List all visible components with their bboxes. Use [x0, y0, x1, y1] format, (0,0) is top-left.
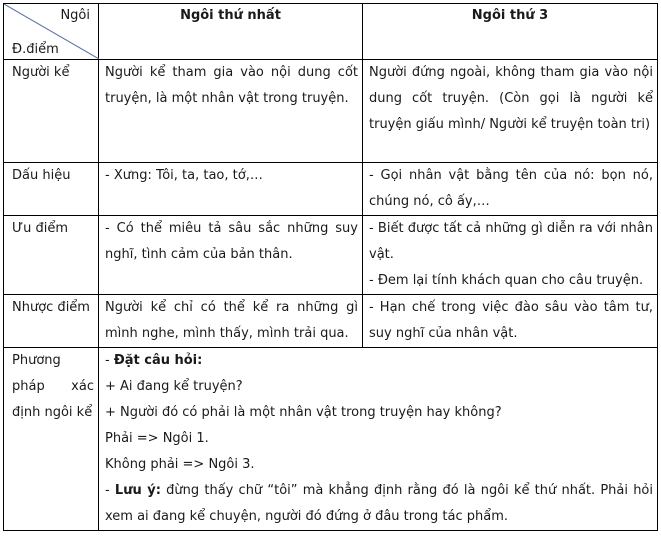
table-row [4, 295, 658, 348]
note [105, 478, 653, 530]
column-header-third-person: Ngôi thứ 3 [363, 4, 658, 60]
row-label: Ưu điểm [4, 216, 99, 295]
corner-header-cell [4, 4, 99, 60]
answer-no: Không phải => Ngôi 3. [105, 457, 255, 472]
method-content-cell [99, 348, 658, 531]
third-person-cell [363, 216, 658, 295]
note-text: đừng thấy chữ “tôi” mà khẳng định rằng đó là ngôi kể thứ nhất. Phải hỏi xem ai đang kể chuyện, người đó đứng ở đâu trong tác phẩm. [105, 483, 653, 524]
column-header-first-person: Ngôi thứ nhất [99, 4, 363, 60]
note-prefix: - [105, 483, 115, 498]
third-person-cell: - Gọi nhân vật bằng tên của nó: bọn nó, chúng nó, cô ấy,… [363, 163, 658, 216]
table-row [4, 163, 658, 216]
row-label: Người kể [4, 60, 99, 163]
label-line: pháp xác [12, 379, 94, 394]
narrative-perspective-table [3, 3, 658, 531]
corner-top-label: Ngôi [60, 8, 90, 23]
method-label-cell [4, 348, 99, 531]
note-bold: Lưu ý: [114, 483, 161, 498]
question-2: + Người đó có phải là một nhân vật trong truyện hay không? [105, 405, 502, 420]
row-label: Dấu hiệu [4, 163, 99, 216]
third-person-cell: - Hạn chế trong việc đào sâu vào tâm tư, suy nghĩ của nhân vật. [363, 295, 658, 348]
label-line: định ngôi kể [12, 405, 93, 420]
ask-heading [105, 348, 653, 374]
answer-yes: Phải => Ngôi 1. [105, 431, 209, 446]
label-line: Phương [12, 353, 61, 368]
cell-line: - Đem lại tính khách quan cho câu truyện. [369, 273, 644, 288]
first-person-cell: Người kể tham gia vào nội dung cốt truyện, là một nhân vật trong truyện. [99, 60, 363, 163]
third-person-cell: Người đứng ngoài, không tham gia vào nội dung cốt truyện. (Còn gọi là người kể truyện giấu mình/ Người kể truyện toàn tri) [363, 60, 658, 163]
ask-bold: Đặt câu hỏi: [113, 353, 203, 368]
method-row [4, 348, 658, 531]
first-person-cell: Người kể chỉ có thể kể ra những gì mình nghe, mình thấy, mình trải qua. [99, 295, 363, 348]
row-label: Nhược điểm [4, 295, 99, 348]
corner-bottom-label: Đ.điểm [12, 42, 59, 57]
ask-prefix: - [105, 353, 114, 368]
first-person-cell: - Xưng: Tôi, ta, tao, tớ,… [99, 163, 363, 216]
header-row [4, 4, 658, 60]
question-1: + Ai đang kể truyện? [105, 379, 243, 394]
first-person-cell: - Có thể miêu tả sâu sắc những suy nghĩ, tình cảm của bản thân. [99, 216, 363, 295]
table-row [4, 60, 658, 163]
cell-line: - Biết được tất cả những gì diễn ra với nhân vật. [369, 221, 653, 262]
table-row [4, 216, 658, 295]
